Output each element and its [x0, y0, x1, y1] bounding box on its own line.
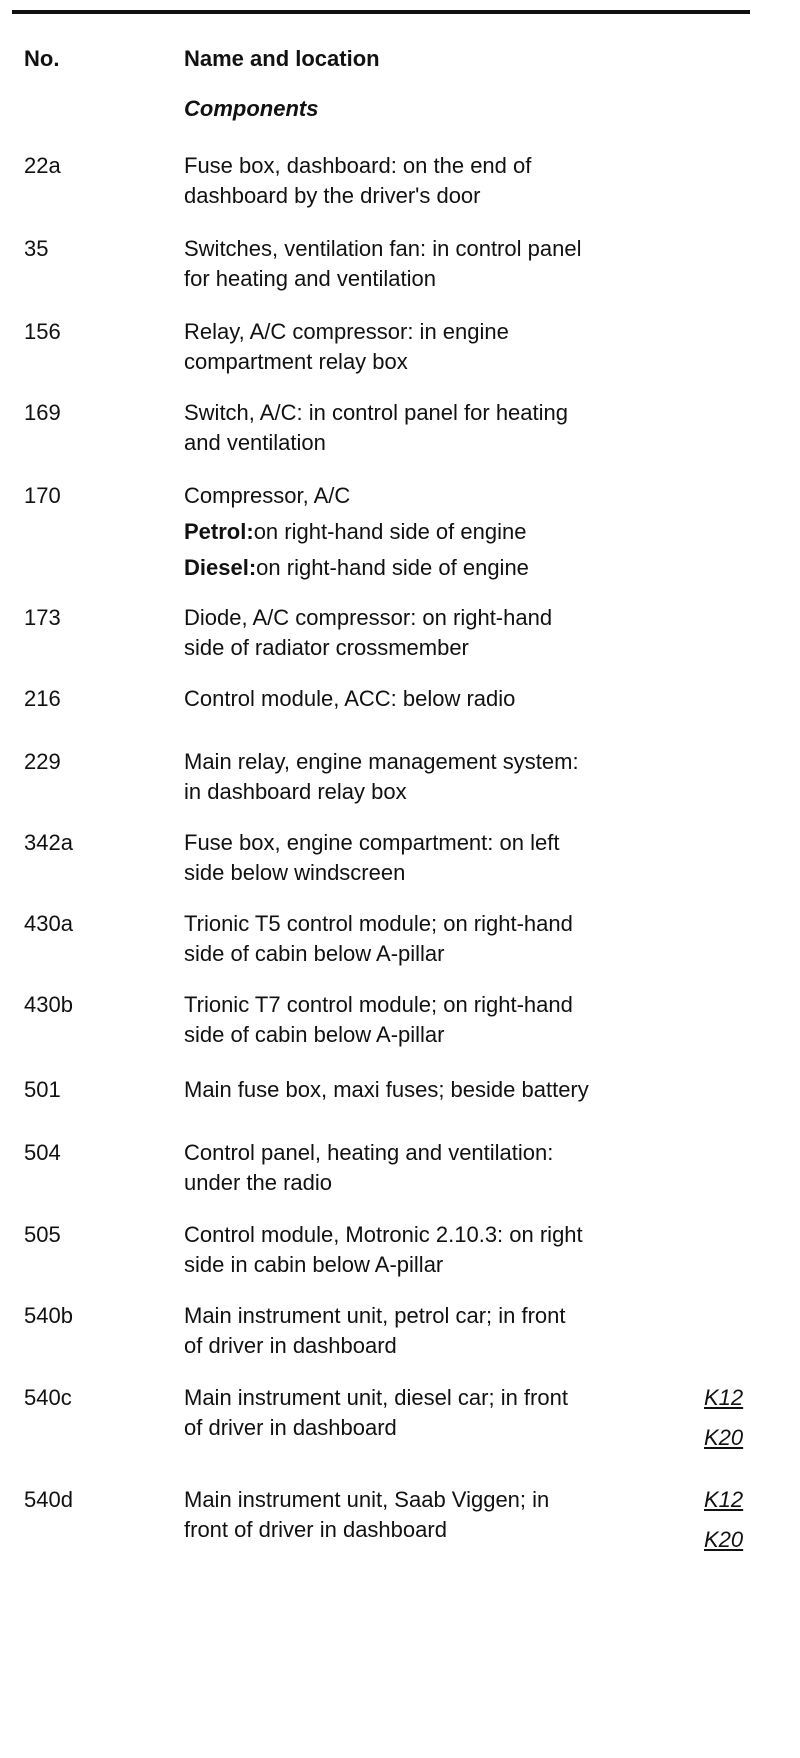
- component-description: [184, 1383, 684, 1443]
- description-line: Control module, ACC: below radio: [184, 686, 516, 711]
- description-line: and ventilation: [184, 430, 326, 455]
- description-line: in dashboard relay box: [184, 779, 407, 804]
- component-number: 501: [24, 1077, 61, 1102]
- variant-location: [184, 553, 684, 583]
- diagram-reference-link[interactable]: K12: [704, 1385, 744, 1410]
- section-title: Components: [184, 96, 319, 121]
- component-description: [184, 1075, 684, 1105]
- component-description: [184, 828, 684, 888]
- component-description: [184, 151, 684, 211]
- component-number: 22a: [24, 153, 61, 178]
- description-line: Main instrument unit, diesel car; in front: [184, 1385, 568, 1410]
- description-line: Control module, Motronic 2.10.3: on right: [184, 1222, 583, 1247]
- column-header-name: Name and location: [184, 46, 380, 71]
- description-line: Switch, A/C: in control panel for heating: [184, 400, 568, 425]
- component-number: 342a: [24, 830, 73, 855]
- component-description: [184, 317, 684, 377]
- description-line: Fuse box, engine compartment: on left: [184, 830, 560, 855]
- description-line: Main fuse box, maxi fuses; beside battery: [184, 1077, 589, 1102]
- component-number: 540c: [24, 1385, 72, 1410]
- component-number: 169: [24, 400, 61, 425]
- component-number: 216: [24, 686, 61, 711]
- diagram-reference-link[interactable]: K20: [704, 1425, 744, 1450]
- description-line: Relay, A/C compressor: in engine: [184, 319, 509, 344]
- component-number: 173: [24, 605, 61, 630]
- description-line: Main relay, engine management system:: [184, 749, 579, 774]
- component-description: [184, 234, 684, 294]
- component-number: 229: [24, 749, 61, 774]
- component-number: 504: [24, 1140, 61, 1165]
- description-line: side in cabin below A-pillar: [184, 1252, 444, 1277]
- component-number: 540b: [24, 1303, 73, 1328]
- description-line: Compressor, A/C: [184, 483, 351, 508]
- component-description: [184, 1138, 684, 1198]
- component-number: 430b: [24, 992, 73, 1017]
- description-line: side of cabin below A-pillar: [184, 941, 445, 966]
- diagram-reference-link[interactable]: K20: [704, 1527, 744, 1552]
- variant-text: on right-hand side of engine: [256, 555, 529, 580]
- component-number: 35: [24, 236, 49, 261]
- description-line: dashboard by the driver's door: [184, 183, 481, 208]
- variant-label: Diesel:: [184, 555, 257, 580]
- component-description: [184, 909, 684, 969]
- description-line: side below windscreen: [184, 860, 406, 885]
- component-description: [184, 1301, 684, 1361]
- component-description: [184, 747, 684, 807]
- variant-label: Petrol:: [184, 519, 254, 544]
- description-line: side of cabin below A-pillar: [184, 1022, 445, 1047]
- description-line: Trionic T7 control module; on right-hand: [184, 992, 573, 1017]
- description-line: under the radio: [184, 1170, 332, 1195]
- description-line: Main instrument unit, Saab Viggen; in: [184, 1487, 550, 1512]
- column-header-no: No.: [24, 46, 60, 71]
- description-line: of driver in dashboard: [184, 1333, 397, 1358]
- component-description: [184, 990, 684, 1050]
- description-line: side of radiator crossmember: [184, 635, 469, 660]
- component-description: [184, 684, 684, 714]
- description-line: for heating and ventilation: [184, 266, 436, 291]
- description-line: compartment relay box: [184, 349, 408, 374]
- diagram-references: [704, 1383, 743, 1463]
- variant-text: on right-hand side of engine: [253, 519, 527, 544]
- description-line: of driver in dashboard: [184, 1415, 397, 1440]
- description-line: front of driver in dashboard: [184, 1517, 447, 1542]
- description-line: Main instrument unit, petrol car; in front: [184, 1303, 566, 1328]
- variant-location: [184, 517, 684, 547]
- component-description: [184, 1220, 684, 1280]
- component-number: 540d: [24, 1487, 73, 1512]
- description-line: Diode, A/C compressor: on right-hand: [184, 605, 553, 630]
- component-number: 505: [24, 1222, 61, 1247]
- component-number: 430a: [24, 911, 73, 936]
- description-line: Trionic T5 control module; on right-hand: [184, 911, 573, 936]
- component-description: [184, 1485, 684, 1545]
- diagram-reference-link[interactable]: K12: [704, 1487, 744, 1512]
- description-line: Switches, ventilation fan: in control panel: [184, 236, 582, 261]
- description-line: Control panel, heating and ventilation:: [184, 1140, 554, 1165]
- description-line: Fuse box, dashboard: on the end of: [184, 153, 532, 178]
- component-number: 170: [24, 483, 61, 508]
- component-description: [184, 398, 684, 458]
- component-description: [184, 481, 684, 583]
- diagram-references: [704, 1485, 743, 1565]
- component-number: 156: [24, 319, 61, 344]
- component-description: [184, 603, 684, 663]
- top-rule: [12, 10, 750, 14]
